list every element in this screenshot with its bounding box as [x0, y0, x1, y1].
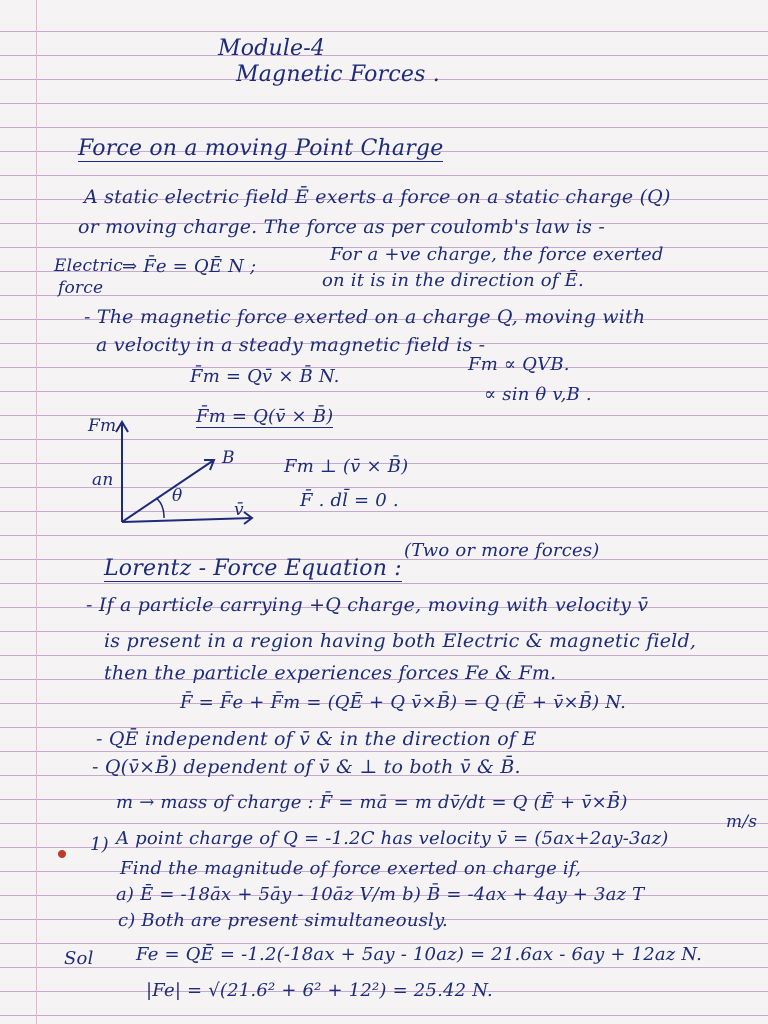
text-line: is present in a region having both Electric & magnetic field,: [104, 630, 697, 652]
text-line: on it is in the direction of Ē.: [322, 270, 584, 291]
problem-line: a) Ē = -18āx + 5āy - 10āz V/m b) B̄ = -4ax + 4ay + 3az T: [116, 884, 645, 905]
text-line: a velocity in a steady magnetic field is -: [96, 334, 486, 356]
topic-title: Magnetic Forces .: [236, 62, 440, 87]
newton-equation: m → mass of charge : F̄ = mā = m dv̄/dt = Q (Ē + v̄×B̄): [116, 792, 628, 813]
problem-line: A point charge of Q = -1.2C has velocity v̄ = (5ax+2ay-3az): [116, 828, 669, 849]
fm-proportionality: Fm ∝ QVB.: [468, 354, 570, 375]
problem-line: Find the magnitude of force exerted on charge if,: [120, 858, 582, 879]
force-label: force: [58, 278, 104, 298]
module-title: Module-4: [218, 36, 326, 61]
text-line: or moving charge. The force as per coulomb's law is -: [78, 216, 605, 238]
b-label: B: [222, 448, 235, 468]
solution-line: |Fe| = √(21.6² + 6² + 12²) = 25.42 N.: [146, 980, 493, 1001]
v-label: v̄: [234, 500, 244, 520]
electric-force-equation: ⇒ F̄e = QĒ N ;: [122, 256, 257, 277]
text-line: then the particle experiences forces Fe & Fm.: [104, 662, 557, 684]
section-heading-lorentz: Lorentz - Force Equation :: [104, 556, 402, 581]
dot-product-equation: F̄ . dl̄ = 0 .: [300, 490, 399, 511]
text-line: - Q(v̄×B̄) dependent of v̄ & ⊥ to both v̄ & B̄.: [92, 756, 521, 778]
problem-line: c) Both are present simultaneously.: [118, 910, 448, 931]
fm-axis-label: Fm: [88, 416, 117, 436]
text-line: - The magnetic force exerted on a charge Q, moving with: [84, 306, 646, 328]
section-heading-moving-charge: Force on a moving Point Charge: [78, 136, 444, 161]
electric-label: Electric: [54, 256, 123, 276]
text-line: A static electric field Ē exerts a force on a static charge (Q): [84, 186, 671, 208]
velocity-unit: m/s: [726, 812, 758, 832]
solution-line: Fe = QĒ = -1.2(-18ax + 5ay - 10az) = 21.6ax - 6ay + 12az N.: [136, 944, 703, 965]
magnetic-force-equation: F̄m = Qv̄ × B̄ N.: [190, 366, 340, 387]
margin-line: [36, 0, 37, 1024]
b-vector: [122, 460, 214, 522]
text-line: - If a particle carrying +Q charge, moving with velocity v̄: [86, 594, 649, 616]
fm-sin-proportionality: ∝ sin θ v,B .: [484, 384, 592, 405]
margin-mark: [58, 850, 66, 858]
v-axis: [122, 518, 252, 522]
problem-number: 1): [90, 834, 109, 855]
text-line: For a +ve charge, the force exerted: [330, 244, 664, 265]
theta-arc: [156, 498, 164, 518]
text-line: - QĒ independent of v̄ & in the direction of E: [96, 728, 537, 750]
solution-label: Sol: [64, 948, 94, 969]
an-label: an: [92, 470, 114, 490]
perpendicular-equation: Fm ⊥ (v̄ × B̄): [284, 456, 409, 477]
theta-label: θ: [172, 486, 183, 506]
lorentz-equation: F̄ = F̄e + F̄m = (QĒ + Q v̄×B̄) = Q (Ē + v̄×B̄) N.: [180, 692, 627, 713]
magnetic-force-equation-2: F̄m = Q(v̄ × B̄): [196, 406, 334, 427]
lorentz-note: (Two or more forces): [404, 540, 600, 561]
